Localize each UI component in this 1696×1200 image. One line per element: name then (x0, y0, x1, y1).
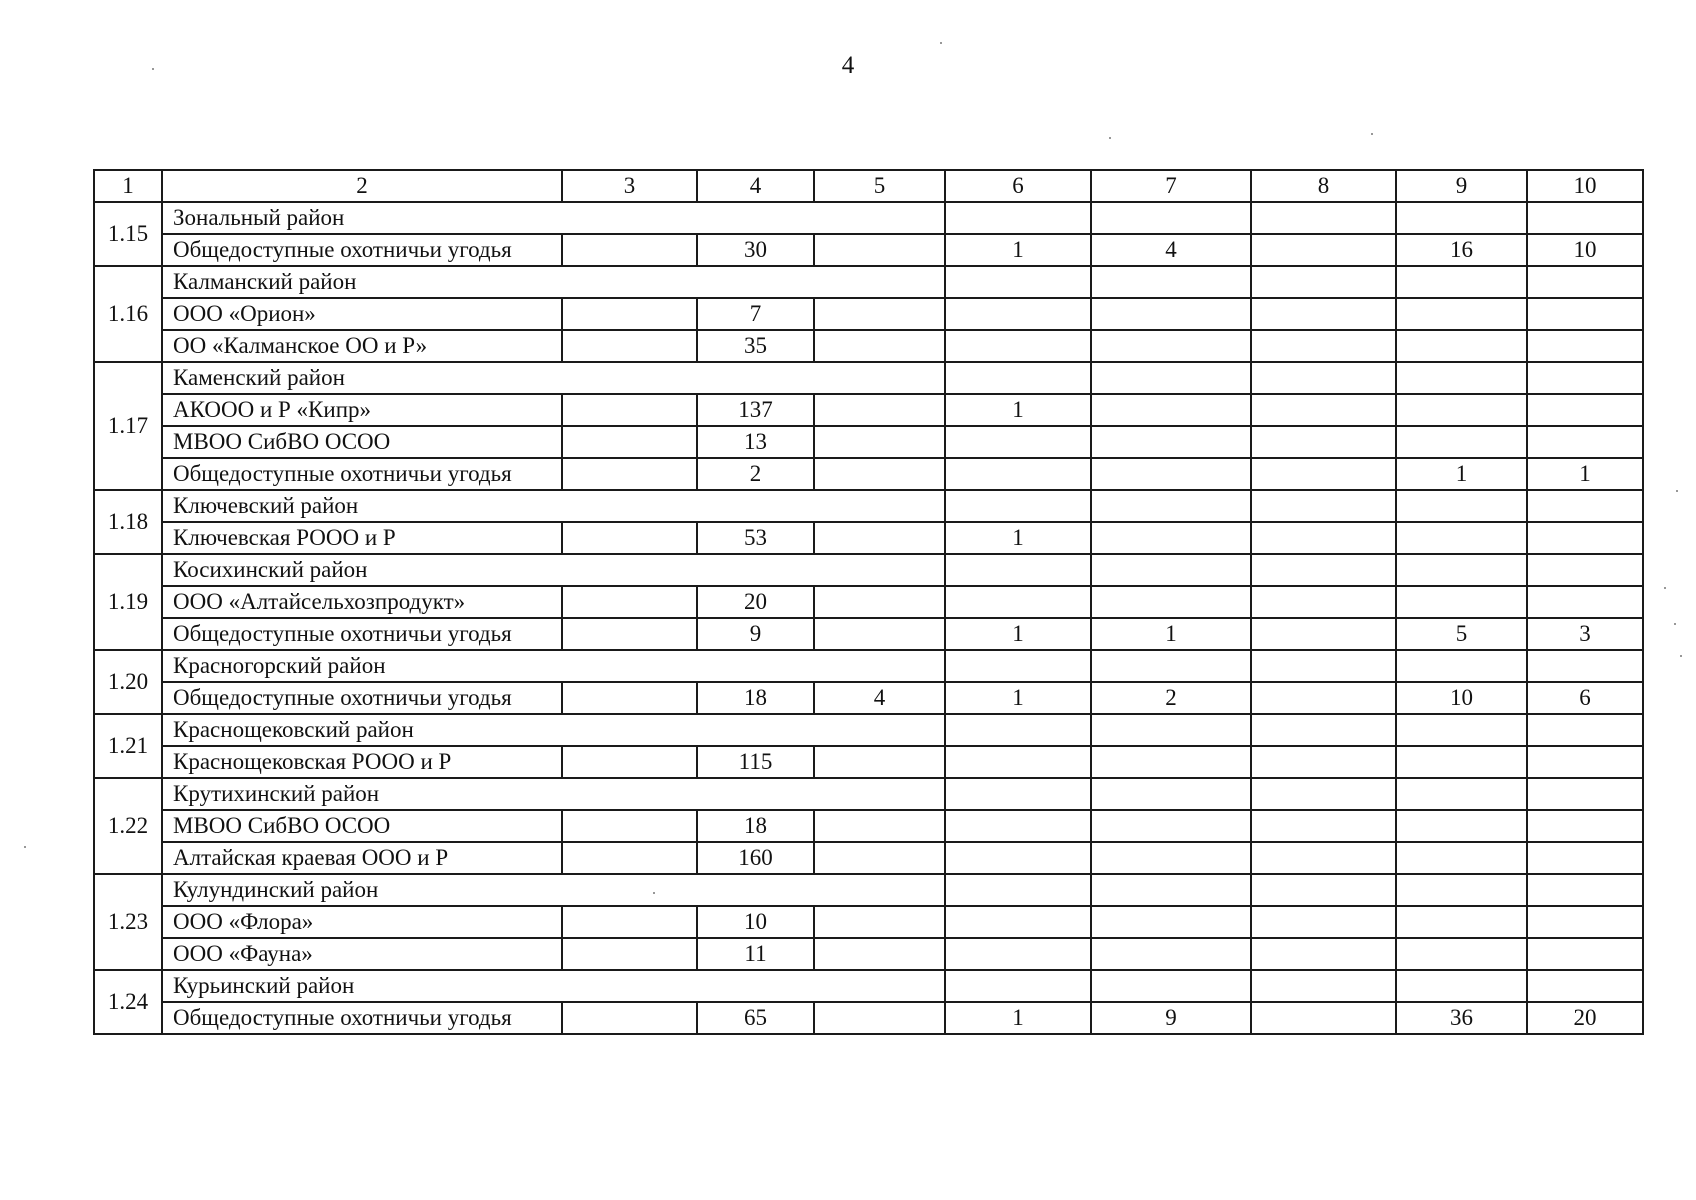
empty-cell (945, 874, 1091, 906)
empty-cell (1251, 554, 1396, 586)
item-number: 1.15 (94, 202, 162, 266)
value-cell-col4: 10 (697, 906, 814, 938)
value-cell-col6 (945, 298, 1091, 330)
empty-cell (945, 554, 1091, 586)
value-cell-col10 (1527, 330, 1643, 362)
value-cell-col4: 13 (697, 426, 814, 458)
value-cell-col6 (945, 330, 1091, 362)
empty-cell (1251, 874, 1396, 906)
value-cell-col4: 11 (697, 938, 814, 970)
value-cell-col9 (1396, 330, 1527, 362)
value-cell-col8 (1251, 394, 1396, 426)
empty-cell (1251, 650, 1396, 682)
value-cell-col6 (945, 426, 1091, 458)
value-cell-col5 (814, 426, 945, 458)
table-row (94, 330, 1643, 362)
value-cell-col7: 1 (1091, 618, 1251, 650)
page-number: 4 (841, 52, 855, 79)
user-name: Общедоступные охотничьи угодья (162, 234, 562, 266)
value-cell-col5 (814, 906, 945, 938)
value-cell-col3 (562, 746, 697, 778)
value-cell-col9 (1396, 906, 1527, 938)
value-cell-col3 (562, 682, 697, 714)
value-cell-col3 (562, 298, 697, 330)
value-cell-col6: 1 (945, 618, 1091, 650)
table-row (94, 618, 1643, 650)
item-number: 1.16 (94, 266, 162, 362)
table-row (94, 522, 1643, 554)
user-name: Ключевская РООО и Р (162, 522, 562, 554)
column-number: 7 (1091, 170, 1251, 202)
district-row (94, 650, 1643, 682)
table-row (94, 938, 1643, 970)
empty-cell (945, 362, 1091, 394)
value-cell-col6: 1 (945, 394, 1091, 426)
value-cell-col10: 20 (1527, 1002, 1643, 1034)
table-row (94, 682, 1643, 714)
scan-speck (940, 42, 942, 44)
empty-cell (1396, 554, 1527, 586)
value-cell-col5 (814, 746, 945, 778)
district-name: Курьинский район (162, 970, 945, 1002)
user-name: МВОО СибВО ОСОО (162, 426, 562, 458)
value-cell-col7: 9 (1091, 1002, 1251, 1034)
empty-cell (1091, 362, 1251, 394)
empty-cell (1091, 266, 1251, 298)
value-cell-col7 (1091, 458, 1251, 490)
value-cell-col8 (1251, 842, 1396, 874)
column-number-row (94, 170, 1643, 202)
value-cell-col5 (814, 458, 945, 490)
value-cell-col9 (1396, 746, 1527, 778)
value-cell-col3 (562, 1002, 697, 1034)
value-cell-col5 (814, 234, 945, 266)
empty-cell (1091, 554, 1251, 586)
district-row (94, 266, 1643, 298)
value-cell-col10 (1527, 394, 1643, 426)
district-row (94, 490, 1643, 522)
empty-cell (1527, 970, 1643, 1002)
empty-cell (1396, 490, 1527, 522)
value-cell-col4: 35 (697, 330, 814, 362)
value-cell-col9 (1396, 522, 1527, 554)
value-cell-col3 (562, 618, 697, 650)
user-name: ООО «Фауна» (162, 938, 562, 970)
value-cell-col4: 115 (697, 746, 814, 778)
value-cell-col10 (1527, 746, 1643, 778)
empty-cell (945, 970, 1091, 1002)
empty-cell (1527, 490, 1643, 522)
item-number: 1.17 (94, 362, 162, 490)
district-name: Крутихинский район (162, 778, 945, 810)
empty-cell (1091, 970, 1251, 1002)
column-number: 8 (1251, 170, 1396, 202)
value-cell-col5 (814, 618, 945, 650)
value-cell-col9: 10 (1396, 682, 1527, 714)
user-name: Общедоступные охотничьи угодья (162, 682, 562, 714)
empty-cell (1251, 778, 1396, 810)
user-name: АКООО и Р «Кипр» (162, 394, 562, 426)
table-row (94, 394, 1643, 426)
value-cell-col6 (945, 810, 1091, 842)
column-number: 1 (94, 170, 162, 202)
value-cell-col6 (945, 906, 1091, 938)
value-cell-col10 (1527, 522, 1643, 554)
column-number: 3 (562, 170, 697, 202)
empty-cell (1527, 778, 1643, 810)
value-cell-col6: 1 (945, 1002, 1091, 1034)
value-cell-col5 (814, 842, 945, 874)
district-row (94, 714, 1643, 746)
empty-cell (1396, 778, 1527, 810)
empty-cell (1091, 490, 1251, 522)
value-cell-col5 (814, 522, 945, 554)
value-cell-col4: 9 (697, 618, 814, 650)
empty-cell (1527, 202, 1643, 234)
scan-speck (653, 892, 655, 894)
value-cell-col6 (945, 746, 1091, 778)
district-row (94, 202, 1643, 234)
value-cell-col4: 18 (697, 682, 814, 714)
scan-speck (152, 68, 154, 70)
value-cell-col4: 65 (697, 1002, 814, 1034)
table-row (94, 810, 1643, 842)
value-cell-col10 (1527, 586, 1643, 618)
district-row (94, 874, 1643, 906)
empty-cell (1527, 650, 1643, 682)
value-cell-col8 (1251, 522, 1396, 554)
value-cell-col6: 1 (945, 522, 1091, 554)
value-cell-col5 (814, 810, 945, 842)
district-name: Красногорский район (162, 650, 945, 682)
value-cell-col8 (1251, 906, 1396, 938)
table-row (94, 906, 1643, 938)
value-cell-col10 (1527, 906, 1643, 938)
scan-speck (1109, 137, 1111, 139)
table-row (94, 1002, 1643, 1034)
value-cell-col5 (814, 1002, 945, 1034)
empty-cell (945, 778, 1091, 810)
empty-cell (1396, 970, 1527, 1002)
value-cell-col5: 4 (814, 682, 945, 714)
hunting-grounds-table (93, 169, 1644, 1035)
value-cell-col9 (1396, 426, 1527, 458)
table-row (94, 458, 1643, 490)
value-cell-col8 (1251, 458, 1396, 490)
empty-cell (1251, 490, 1396, 522)
value-cell-col8 (1251, 426, 1396, 458)
value-cell-col3 (562, 586, 697, 618)
empty-cell (1396, 874, 1527, 906)
value-cell-col8 (1251, 298, 1396, 330)
empty-cell (1527, 554, 1643, 586)
value-cell-col4: 160 (697, 842, 814, 874)
district-name: Краснощековский район (162, 714, 945, 746)
value-cell-col10 (1527, 810, 1643, 842)
value-cell-col8 (1251, 330, 1396, 362)
value-cell-col9 (1396, 810, 1527, 842)
column-number: 5 (814, 170, 945, 202)
item-number: 1.22 (94, 778, 162, 874)
value-cell-col8 (1251, 938, 1396, 970)
district-name: Косихинский район (162, 554, 945, 586)
value-cell-col4: 137 (697, 394, 814, 426)
value-cell-col6: 1 (945, 682, 1091, 714)
scan-speck (24, 846, 26, 848)
empty-cell (1527, 362, 1643, 394)
value-cell-col9 (1396, 586, 1527, 618)
district-row (94, 362, 1643, 394)
item-number: 1.20 (94, 650, 162, 714)
value-cell-col4: 20 (697, 586, 814, 618)
value-cell-col5 (814, 394, 945, 426)
district-row (94, 970, 1643, 1002)
value-cell-col9: 5 (1396, 618, 1527, 650)
value-cell-col6 (945, 842, 1091, 874)
value-cell-col8 (1251, 1002, 1396, 1034)
value-cell-col3 (562, 458, 697, 490)
value-cell-col5 (814, 330, 945, 362)
value-cell-col7 (1091, 746, 1251, 778)
empty-cell (1396, 266, 1527, 298)
table-body (94, 170, 1643, 1034)
value-cell-col4: 30 (697, 234, 814, 266)
user-name: Алтайская краевая ООО и Р (162, 842, 562, 874)
value-cell-col8 (1251, 586, 1396, 618)
value-cell-col10 (1527, 298, 1643, 330)
value-cell-col3 (562, 330, 697, 362)
empty-cell (945, 266, 1091, 298)
user-name: Краснощековская РООО и Р (162, 746, 562, 778)
user-name: ООО «Орион» (162, 298, 562, 330)
scan-speck (1674, 623, 1676, 625)
value-cell-col7 (1091, 298, 1251, 330)
column-number: 9 (1396, 170, 1527, 202)
empty-cell (1091, 778, 1251, 810)
empty-cell (1396, 650, 1527, 682)
value-cell-col10 (1527, 426, 1643, 458)
empty-cell (1251, 266, 1396, 298)
value-cell-col8 (1251, 746, 1396, 778)
district-name: Ключевский район (162, 490, 945, 522)
value-cell-col3 (562, 234, 697, 266)
user-name: МВОО СибВО ОСОО (162, 810, 562, 842)
table-row (94, 586, 1643, 618)
value-cell-col7 (1091, 522, 1251, 554)
value-cell-col7 (1091, 810, 1251, 842)
value-cell-col7: 2 (1091, 682, 1251, 714)
value-cell-col9 (1396, 394, 1527, 426)
value-cell-col4: 2 (697, 458, 814, 490)
value-cell-col9 (1396, 938, 1527, 970)
empty-cell (945, 650, 1091, 682)
item-number: 1.21 (94, 714, 162, 778)
user-name: ООО «Алтайсельхозпродукт» (162, 586, 562, 618)
table-row (94, 746, 1643, 778)
value-cell-col10: 6 (1527, 682, 1643, 714)
value-cell-col6 (945, 938, 1091, 970)
value-cell-col7 (1091, 586, 1251, 618)
value-cell-col7 (1091, 938, 1251, 970)
empty-cell (1091, 714, 1251, 746)
value-cell-col5 (814, 586, 945, 618)
value-cell-col10: 1 (1527, 458, 1643, 490)
value-cell-col4: 18 (697, 810, 814, 842)
value-cell-col10 (1527, 842, 1643, 874)
user-name: Общедоступные охотничьи угодья (162, 458, 562, 490)
value-cell-col7 (1091, 330, 1251, 362)
value-cell-col8 (1251, 682, 1396, 714)
value-cell-col9: 1 (1396, 458, 1527, 490)
scan-speck (1664, 587, 1666, 589)
value-cell-col6 (945, 586, 1091, 618)
value-cell-col3 (562, 810, 697, 842)
value-cell-col5 (814, 298, 945, 330)
empty-cell (1527, 874, 1643, 906)
value-cell-col5 (814, 938, 945, 970)
scan-speck (1680, 655, 1682, 657)
empty-cell (945, 714, 1091, 746)
district-row (94, 778, 1643, 810)
column-number: 4 (697, 170, 814, 202)
value-cell-col8 (1251, 234, 1396, 266)
value-cell-col7: 4 (1091, 234, 1251, 266)
empty-cell (1251, 714, 1396, 746)
user-name: ООО «Флора» (162, 906, 562, 938)
scan-speck (1371, 133, 1373, 135)
value-cell-col10: 10 (1527, 234, 1643, 266)
item-number: 1.18 (94, 490, 162, 554)
value-cell-col3 (562, 522, 697, 554)
value-cell-col7 (1091, 842, 1251, 874)
empty-cell (1396, 202, 1527, 234)
empty-cell (1396, 714, 1527, 746)
value-cell-col8 (1251, 810, 1396, 842)
value-cell-col3 (562, 906, 697, 938)
empty-cell (1527, 714, 1643, 746)
district-name: Калманский район (162, 266, 945, 298)
district-name: Зональный район (162, 202, 945, 234)
value-cell-col3 (562, 938, 697, 970)
value-cell-col10 (1527, 938, 1643, 970)
value-cell-col3 (562, 394, 697, 426)
value-cell-col7 (1091, 426, 1251, 458)
value-cell-col9: 36 (1396, 1002, 1527, 1034)
scan-speck (1676, 490, 1678, 492)
user-name: ОО «Калманское ОО и Р» (162, 330, 562, 362)
value-cell-col6 (945, 458, 1091, 490)
value-cell-col6: 1 (945, 234, 1091, 266)
empty-cell (1251, 970, 1396, 1002)
district-row (94, 554, 1643, 586)
value-cell-col9 (1396, 298, 1527, 330)
column-number: 10 (1527, 170, 1643, 202)
user-name: Общедоступные охотничьи угодья (162, 1002, 562, 1034)
item-number: 1.23 (94, 874, 162, 970)
value-cell-col8 (1251, 618, 1396, 650)
empty-cell (1251, 202, 1396, 234)
empty-cell (1091, 874, 1251, 906)
empty-cell (1251, 362, 1396, 394)
table-row (94, 426, 1643, 458)
empty-cell (1091, 202, 1251, 234)
item-number: 1.19 (94, 554, 162, 650)
empty-cell (1527, 266, 1643, 298)
value-cell-col9: 16 (1396, 234, 1527, 266)
table-row (94, 234, 1643, 266)
empty-cell (945, 202, 1091, 234)
empty-cell (945, 490, 1091, 522)
table-row (94, 842, 1643, 874)
item-number: 1.24 (94, 970, 162, 1034)
value-cell-col4: 7 (697, 298, 814, 330)
value-cell-col3 (562, 426, 697, 458)
district-name: Каменский район (162, 362, 945, 394)
value-cell-col7 (1091, 906, 1251, 938)
empty-cell (1091, 650, 1251, 682)
table-row (94, 298, 1643, 330)
user-name: Общедоступные охотничьи угодья (162, 618, 562, 650)
column-number: 2 (162, 170, 562, 202)
value-cell-col9 (1396, 842, 1527, 874)
district-name: Кулундинский район (162, 874, 945, 906)
value-cell-col7 (1091, 394, 1251, 426)
value-cell-col10: 3 (1527, 618, 1643, 650)
column-number: 6 (945, 170, 1091, 202)
value-cell-col4: 53 (697, 522, 814, 554)
empty-cell (1396, 362, 1527, 394)
value-cell-col3 (562, 842, 697, 874)
